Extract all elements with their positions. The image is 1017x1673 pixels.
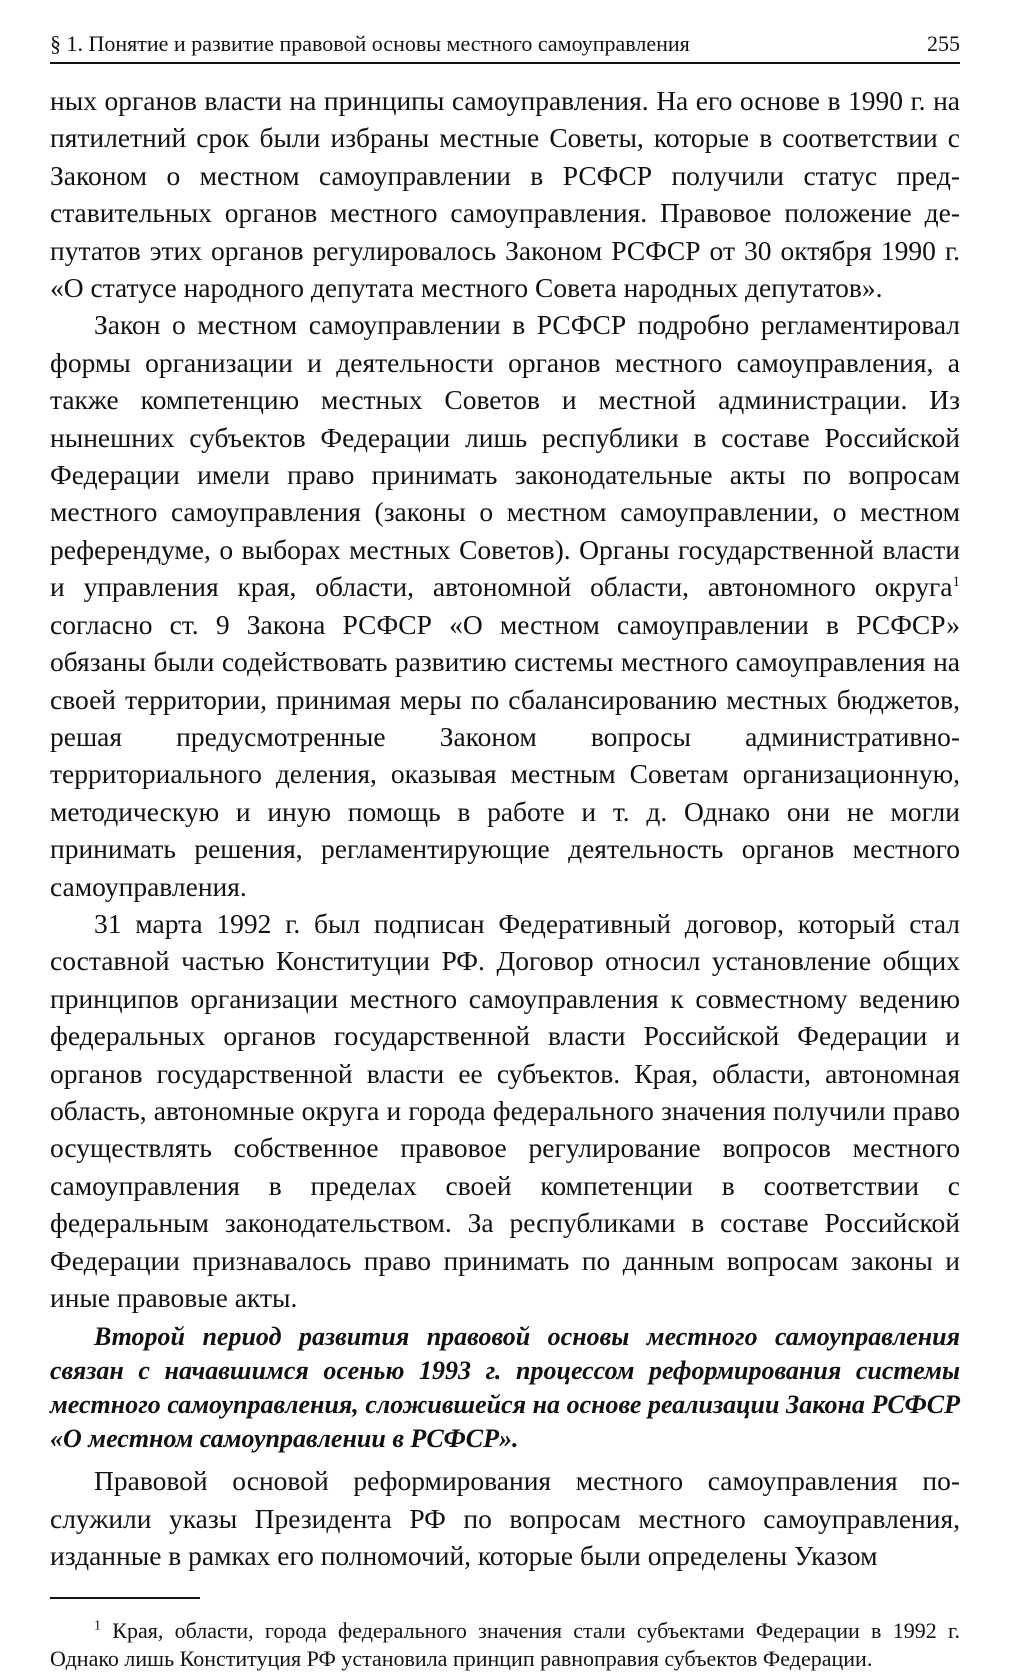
paragraph: 31 марта 1992 г. был подписан Федеративный договор, который стал составной частью Конституции РФ. Договор относил установление общих принципов организации местного самоуправления к совместному ведению федеральных органов государственной власти Российской Федерации и органов государственной власти ее субъектов. Края, области, автономная область, автономные округа и города федерального значения получили право осуществлять собственное правовое регулирование вопросов местного самоуправления в пределах своей компетенции в соответствии с федеральным законодательством. За республиками в составе Российской Федерации признавалось право принимать по данным вопросам законы и иные правовые акты.: [50, 907, 960, 1313]
body-text: [50, 82, 960, 1575]
footnote-divider: [50, 1597, 200, 1599]
paragraph-text: согласно ст. 9 Закона РСФСР «О местном самоуправлении в РСФСР» обязаны были содействовать развитию системы местного самоуправления на своей территории, принимая меры по сбалансированию местных бюджетов, решая предусмотренные Законом вопросы административно-территориального деления, оказывая местным Советам организационную, методическую и иную помощь в работе и т. д. Однако они не могли принимать решения, регламентирующие деятельность органов местного самоуправления.: [50, 608, 960, 902]
footnote-text: Края, области, города федерального значения стали субъектами Федерации в 1992 г. Однако лишь Конституция РФ установила принцип равноправия субъектов Федерации.: [50, 1617, 960, 1671]
footnote: [50, 1617, 960, 1673]
footnote-number: 1: [94, 1618, 101, 1634]
paragraph: Правовой основой реформирования местного самоуправления послужили указы Президента РФ по вопросам местного самоуправления, изданные в рамках его полномочий, которые были определены Указом: [50, 1465, 960, 1572]
book-page: [50, 30, 960, 1673]
paragraph: ных органов власти на принципы самоуправления. На его основе в 1990 г. на пятилетний срок были избраны местные Советы, которые в соответствии с Законом о местном самоуправлении в РСФСР получили статус представительных органов местного самоуправления. Правовое положение депутатов этих органов регулировалось Законом РСФСР от 30 октября 1990 г. «О статусе народного депутата местного Совета народных депутатов».: [50, 85, 960, 304]
paragraph: [50, 306, 960, 905]
emphasized-paragraph: Второй период развития правовой основы местного самоуправления связан с начавшимся осенью 1993 г. процессом реформирования системы местного самоуправления, сложившейся на основе реализации Закона РСФСР «О местном самоуправлении в РСФСР».: [50, 1322, 960, 1454]
page-number: 255: [927, 31, 960, 56]
section-title: § 1. Понятие и развитие правовой основы местного самоуправления: [50, 31, 690, 56]
footnote-ref[interactable]: 1: [952, 574, 960, 591]
running-head: [50, 30, 960, 64]
paragraph-text: Закон о местном самоуправлении в РСФСР подробно регламентировал формы организации и деятельности органов местного самоуправления, а также компетенцию местных Советов и местной администрации. Из нынешних субъектов Федерации лишь республики в составе Российской Федерации имели право принимать законодательные акты по вопросам местного самоуправления (законы о местном самоуправлении, о местном референдуме, о выборах местных Советов). Органы государственной власти и управления края, области, автономной области, автономного округа: [50, 309, 960, 603]
